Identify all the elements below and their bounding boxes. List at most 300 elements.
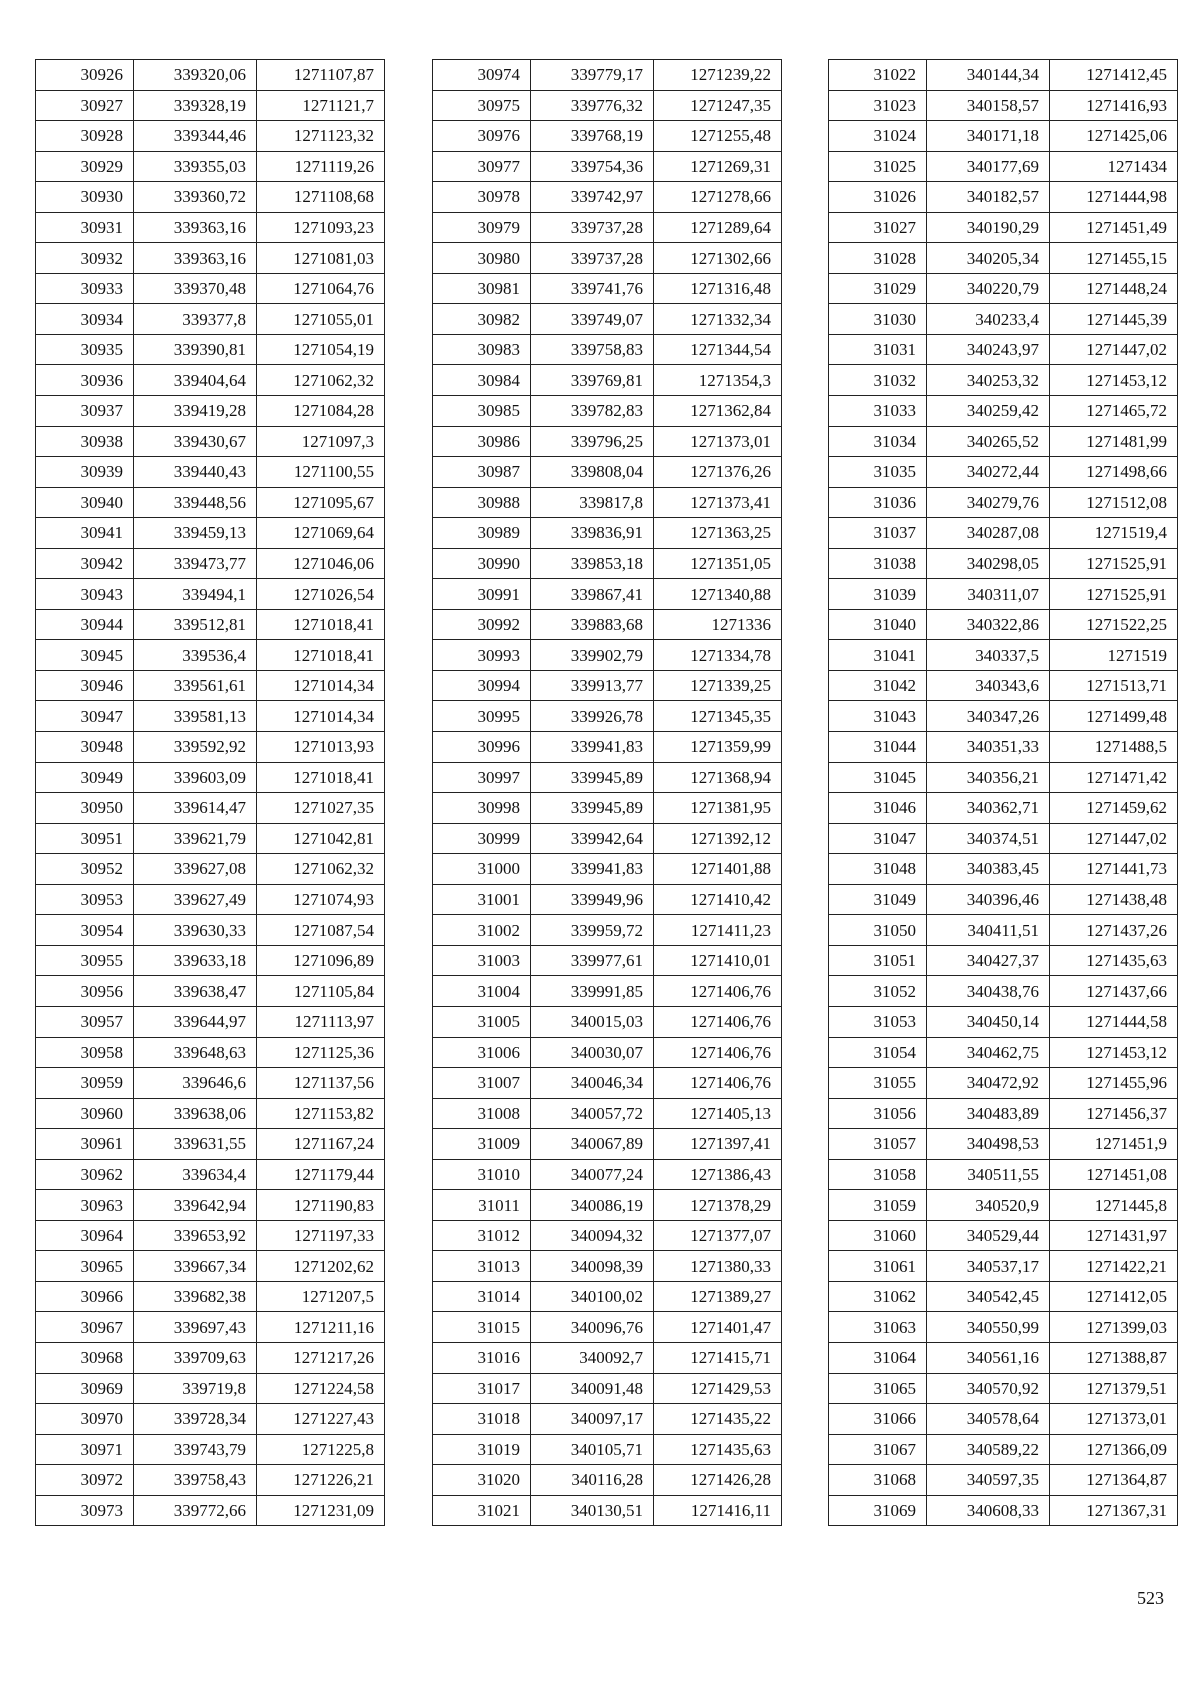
point-number-cell: 30953 [36,884,134,915]
y-coordinate-cell: 1271459,62 [1050,793,1178,824]
table-row [829,518,1178,549]
x-coordinate-cell: 339419,28 [134,396,257,427]
x-coordinate-cell: 339817,8 [531,487,654,518]
point-number-cell: 30956 [36,976,134,1007]
y-coordinate-cell: 1271202,62 [257,1251,385,1282]
y-coordinate-cell: 1271340,88 [654,579,782,610]
point-number-cell: 31064 [829,1342,927,1373]
point-number-cell: 30992 [433,609,531,640]
point-number-cell: 31012 [433,1220,531,1251]
x-coordinate-cell: 339630,33 [134,915,257,946]
point-number-cell: 30986 [433,426,531,457]
x-coordinate-cell: 340096,76 [531,1312,654,1343]
point-number-cell: 31030 [829,304,927,335]
y-coordinate-cell: 1271137,56 [257,1068,385,1099]
x-coordinate-cell: 339344,46 [134,121,257,152]
x-coordinate-cell: 339749,07 [531,304,654,335]
point-number-cell: 31002 [433,915,531,946]
table-row [829,640,1178,671]
point-number-cell: 30968 [36,1342,134,1373]
table-row [36,640,385,671]
point-number-cell: 30944 [36,609,134,640]
point-number-cell: 30970 [36,1404,134,1435]
point-number-cell: 30963 [36,1190,134,1221]
x-coordinate-cell: 339633,18 [134,945,257,976]
y-coordinate-cell: 1271401,47 [654,1312,782,1343]
x-coordinate-cell: 339627,49 [134,884,257,915]
table-row [36,670,385,701]
point-number-cell: 30952 [36,854,134,885]
y-coordinate-cell: 1271435,22 [654,1404,782,1435]
x-coordinate-cell: 340597,35 [927,1465,1050,1496]
table-row [433,518,782,549]
x-coordinate-cell: 340097,17 [531,1404,654,1435]
point-number-cell: 30969 [36,1373,134,1404]
x-coordinate-cell: 340578,64 [927,1404,1050,1435]
y-coordinate-cell: 1271377,07 [654,1220,782,1251]
point-number-cell: 30950 [36,793,134,824]
y-coordinate-cell: 1271445,39 [1050,304,1178,335]
table-row [36,1129,385,1160]
point-number-cell: 30943 [36,579,134,610]
y-coordinate-cell: 1271062,32 [257,854,385,885]
x-coordinate-cell: 340589,22 [927,1434,1050,1465]
table-row [433,90,782,121]
table-row [433,732,782,763]
table-row [433,1404,782,1435]
x-coordinate-cell: 339459,13 [134,518,257,549]
x-coordinate-cell: 339737,28 [531,212,654,243]
x-coordinate-cell: 339355,03 [134,151,257,182]
point-number-cell: 31062 [829,1281,927,1312]
y-coordinate-cell: 1271247,35 [654,90,782,121]
table-row [829,1373,1178,1404]
y-coordinate-cell: 1271519,4 [1050,518,1178,549]
y-coordinate-cell: 1271100,55 [257,457,385,488]
y-coordinate-cell: 1271123,32 [257,121,385,152]
table-row [36,793,385,824]
table-row [829,732,1178,763]
x-coordinate-cell: 339512,81 [134,609,257,640]
x-coordinate-cell: 339642,94 [134,1190,257,1221]
point-number-cell: 30990 [433,548,531,579]
y-coordinate-cell: 1271410,01 [654,945,782,976]
y-coordinate-cell: 1271027,35 [257,793,385,824]
point-number-cell: 30998 [433,793,531,824]
point-number-cell: 31001 [433,884,531,915]
point-number-cell: 30985 [433,396,531,427]
table-row [433,304,782,335]
y-coordinate-cell: 1271415,71 [654,1342,782,1373]
point-number-cell: 31000 [433,854,531,885]
table-row [829,90,1178,121]
table-row [829,579,1178,610]
table-row [829,1342,1178,1373]
table-row [829,945,1178,976]
point-number-cell: 30934 [36,304,134,335]
y-coordinate-cell: 1271410,42 [654,884,782,915]
x-coordinate-cell: 340030,07 [531,1037,654,1068]
point-number-cell: 30962 [36,1159,134,1190]
y-coordinate-cell: 1271107,87 [257,60,385,91]
x-coordinate-cell: 340144,34 [927,60,1050,91]
x-coordinate-cell: 339581,13 [134,701,257,732]
point-number-cell: 31050 [829,915,927,946]
x-coordinate-cell: 339728,34 [134,1404,257,1435]
x-coordinate-cell: 339743,79 [134,1434,257,1465]
y-coordinate-cell: 1271334,78 [654,640,782,671]
x-coordinate-cell: 339494,1 [134,579,257,610]
point-number-cell: 30936 [36,365,134,396]
point-number-cell: 31059 [829,1190,927,1221]
point-number-cell: 30951 [36,823,134,854]
x-coordinate-cell: 339370,48 [134,273,257,304]
point-number-cell: 31037 [829,518,927,549]
y-coordinate-cell: 1271448,24 [1050,273,1178,304]
y-coordinate-cell: 1271386,43 [654,1159,782,1190]
table-row [433,762,782,793]
y-coordinate-cell: 1271018,41 [257,762,385,793]
y-coordinate-cell: 1271465,72 [1050,396,1178,427]
x-coordinate-cell: 339697,43 [134,1312,257,1343]
x-coordinate-cell: 339853,18 [531,548,654,579]
point-number-cell: 30984 [433,365,531,396]
y-coordinate-cell: 1271046,06 [257,548,385,579]
y-coordinate-cell: 1271217,26 [257,1342,385,1373]
table-row [829,548,1178,579]
x-coordinate-cell: 340233,4 [927,304,1050,335]
y-coordinate-cell: 1271167,24 [257,1129,385,1160]
table-row [433,609,782,640]
x-coordinate-cell: 340015,03 [531,1006,654,1037]
point-number-cell: 31011 [433,1190,531,1221]
table-row [829,1006,1178,1037]
point-number-cell: 31046 [829,793,927,824]
y-coordinate-cell: 1271207,5 [257,1281,385,1312]
x-coordinate-cell: 340077,24 [531,1159,654,1190]
point-number-cell: 31022 [829,60,927,91]
x-coordinate-cell: 339758,83 [531,334,654,365]
x-coordinate-cell: 339646,6 [134,1068,257,1099]
point-number-cell: 30947 [36,701,134,732]
x-coordinate-cell: 340298,05 [927,548,1050,579]
point-number-cell: 31052 [829,976,927,1007]
table-row [829,151,1178,182]
point-number-cell: 30966 [36,1281,134,1312]
table-row [829,1190,1178,1221]
point-number-cell: 31024 [829,121,927,152]
table-row [829,487,1178,518]
point-number-cell: 31054 [829,1037,927,1068]
x-coordinate-cell: 339561,61 [134,670,257,701]
table-row [36,457,385,488]
table-row [829,609,1178,640]
table-row [829,273,1178,304]
x-coordinate-cell: 340105,71 [531,1434,654,1465]
table-row [433,854,782,885]
y-coordinate-cell: 1271455,96 [1050,1068,1178,1099]
y-coordinate-cell: 1271081,03 [257,243,385,274]
y-coordinate-cell: 1271447,02 [1050,334,1178,365]
y-coordinate-cell: 1271525,91 [1050,579,1178,610]
point-number-cell: 30940 [36,487,134,518]
y-coordinate-cell: 1271042,81 [257,823,385,854]
y-coordinate-cell: 1271425,06 [1050,121,1178,152]
point-number-cell: 31004 [433,976,531,1007]
point-number-cell: 30938 [36,426,134,457]
x-coordinate-cell: 340057,72 [531,1098,654,1129]
x-coordinate-cell: 339621,79 [134,823,257,854]
table-row [829,60,1178,91]
table-row [433,1190,782,1221]
point-number-cell: 30960 [36,1098,134,1129]
x-coordinate-cell: 340483,89 [927,1098,1050,1129]
table-row [829,1037,1178,1068]
y-coordinate-cell: 1271225,8 [257,1434,385,1465]
table-row [433,1251,782,1282]
point-number-cell: 30991 [433,579,531,610]
y-coordinate-cell: 1271401,88 [654,854,782,885]
coordinate-table-1 [35,59,385,1526]
x-coordinate-cell: 339631,55 [134,1129,257,1160]
point-number-cell: 31043 [829,701,927,732]
point-number-cell: 31067 [829,1434,927,1465]
x-coordinate-cell: 339682,38 [134,1281,257,1312]
x-coordinate-cell: 340046,34 [531,1068,654,1099]
table-row [36,548,385,579]
y-coordinate-cell: 1271239,22 [654,60,782,91]
table-row [433,670,782,701]
point-number-cell: 30993 [433,640,531,671]
x-coordinate-cell: 340356,21 [927,762,1050,793]
point-number-cell: 30959 [36,1068,134,1099]
point-number-cell: 31048 [829,854,927,885]
x-coordinate-cell: 340511,55 [927,1159,1050,1190]
y-coordinate-cell: 1271363,25 [654,518,782,549]
table-row [829,426,1178,457]
point-number-cell: 30979 [433,212,531,243]
point-number-cell: 31042 [829,670,927,701]
point-number-cell: 31039 [829,579,927,610]
point-number-cell: 31069 [829,1495,927,1526]
point-number-cell: 31049 [829,884,927,915]
y-coordinate-cell: 1271351,05 [654,548,782,579]
table-row [36,579,385,610]
table-row [36,1404,385,1435]
table-row [433,1281,782,1312]
table-row [433,548,782,579]
point-number-cell: 31044 [829,732,927,763]
table-row [433,121,782,152]
table-row [433,1006,782,1037]
x-coordinate-cell: 340498,53 [927,1129,1050,1160]
x-coordinate-cell: 339949,96 [531,884,654,915]
point-number-cell: 30957 [36,1006,134,1037]
y-coordinate-cell: 1271431,97 [1050,1220,1178,1251]
point-number-cell: 31035 [829,457,927,488]
point-number-cell: 30965 [36,1251,134,1282]
coordinate-table-body [36,60,385,1526]
x-coordinate-cell: 339941,83 [531,732,654,763]
table-row [36,1465,385,1496]
point-number-cell: 31061 [829,1251,927,1282]
table-row [829,1434,1178,1465]
table-row [36,762,385,793]
y-coordinate-cell: 1271013,93 [257,732,385,763]
x-coordinate-cell: 339667,34 [134,1251,257,1282]
table-row [829,396,1178,427]
y-coordinate-cell: 1271453,12 [1050,365,1178,396]
table-row [36,1342,385,1373]
x-coordinate-cell: 339627,08 [134,854,257,885]
y-coordinate-cell: 1271084,28 [257,396,385,427]
point-number-cell: 30976 [433,121,531,152]
y-coordinate-cell: 1271093,23 [257,212,385,243]
x-coordinate-cell: 339360,72 [134,182,257,213]
x-coordinate-cell: 340351,33 [927,732,1050,763]
point-number-cell: 31063 [829,1312,927,1343]
table-row [36,1037,385,1068]
point-number-cell: 31058 [829,1159,927,1190]
point-number-cell: 30935 [36,334,134,365]
point-number-cell: 31003 [433,945,531,976]
y-coordinate-cell: 1271113,97 [257,1006,385,1037]
table-row [36,1159,385,1190]
y-coordinate-cell: 1271366,09 [1050,1434,1178,1465]
table-row [36,1190,385,1221]
table-row [829,334,1178,365]
x-coordinate-cell: 340259,42 [927,396,1050,427]
y-coordinate-cell: 1271406,76 [654,1068,782,1099]
table-row [36,121,385,152]
table-row [36,426,385,457]
y-coordinate-cell: 1271455,15 [1050,243,1178,274]
table-row [829,1129,1178,1160]
table-row [433,884,782,915]
point-number-cell: 31026 [829,182,927,213]
table-row [433,182,782,213]
table-row [433,945,782,976]
table-row [36,487,385,518]
table-row [36,976,385,1007]
x-coordinate-cell: 339772,66 [134,1495,257,1526]
x-coordinate-cell: 340287,08 [927,518,1050,549]
table-row [829,1159,1178,1190]
table-row [433,212,782,243]
y-coordinate-cell: 1271426,28 [654,1465,782,1496]
table-row [829,121,1178,152]
table-row [829,915,1178,946]
x-coordinate-cell: 340086,19 [531,1190,654,1221]
x-coordinate-cell: 340537,17 [927,1251,1050,1282]
table-row [433,457,782,488]
y-coordinate-cell: 1271336 [654,609,782,640]
x-coordinate-cell: 339430,67 [134,426,257,457]
point-number-cell: 30989 [433,518,531,549]
y-coordinate-cell: 1271316,48 [654,273,782,304]
point-number-cell: 30955 [36,945,134,976]
x-coordinate-cell: 340311,07 [927,579,1050,610]
x-coordinate-cell: 339977,61 [531,945,654,976]
point-number-cell: 31068 [829,1465,927,1496]
y-coordinate-cell: 1271512,08 [1050,487,1178,518]
point-number-cell: 31029 [829,273,927,304]
x-coordinate-cell: 340472,92 [927,1068,1050,1099]
x-coordinate-cell: 339945,89 [531,762,654,793]
y-coordinate-cell: 1271018,41 [257,640,385,671]
point-number-cell: 31047 [829,823,927,854]
y-coordinate-cell: 1271354,3 [654,365,782,396]
y-coordinate-cell: 1271522,25 [1050,609,1178,640]
y-coordinate-cell: 1271074,93 [257,884,385,915]
x-coordinate-cell: 340091,48 [531,1373,654,1404]
x-coordinate-cell: 340343,6 [927,670,1050,701]
y-coordinate-cell: 1271451,08 [1050,1159,1178,1190]
point-number-cell: 31018 [433,1404,531,1435]
point-number-cell: 31015 [433,1312,531,1343]
table-row [36,1495,385,1526]
point-number-cell: 31023 [829,90,927,121]
point-number-cell: 30961 [36,1129,134,1160]
x-coordinate-cell: 339941,83 [531,854,654,885]
point-number-cell: 30930 [36,182,134,213]
table-row [829,823,1178,854]
y-coordinate-cell: 1271269,31 [654,151,782,182]
y-coordinate-cell: 1271441,73 [1050,854,1178,885]
x-coordinate-cell: 339808,04 [531,457,654,488]
y-coordinate-cell: 1271362,84 [654,396,782,427]
y-coordinate-cell: 1271451,49 [1050,212,1178,243]
x-coordinate-cell: 340272,44 [927,457,1050,488]
x-coordinate-cell: 339867,41 [531,579,654,610]
y-coordinate-cell: 1271513,71 [1050,670,1178,701]
table-row [829,854,1178,885]
point-number-cell: 31034 [829,426,927,457]
table-row [829,701,1178,732]
y-coordinate-cell: 1271381,95 [654,793,782,824]
y-coordinate-cell: 1271498,66 [1050,457,1178,488]
y-coordinate-cell: 1271153,82 [257,1098,385,1129]
y-coordinate-cell: 1271125,36 [257,1037,385,1068]
x-coordinate-cell: 339991,85 [531,976,654,1007]
y-coordinate-cell: 1271389,27 [654,1281,782,1312]
table-row [36,884,385,915]
point-number-cell: 31014 [433,1281,531,1312]
point-number-cell: 30996 [433,732,531,763]
x-coordinate-cell: 340520,9 [927,1190,1050,1221]
y-coordinate-cell: 1271438,48 [1050,884,1178,915]
point-number-cell: 31005 [433,1006,531,1037]
table-row [433,1434,782,1465]
point-number-cell: 30942 [36,548,134,579]
y-coordinate-cell: 1271412,05 [1050,1281,1178,1312]
table-row [829,1312,1178,1343]
point-number-cell: 30983 [433,334,531,365]
point-number-cell: 30937 [36,396,134,427]
table-row [829,884,1178,915]
point-number-cell: 31057 [829,1129,927,1160]
x-coordinate-cell: 340130,51 [531,1495,654,1526]
table-row [433,1342,782,1373]
point-number-cell: 30967 [36,1312,134,1343]
y-coordinate-cell: 1271499,48 [1050,701,1178,732]
table-row [829,670,1178,701]
table-row [433,1465,782,1496]
table-row [433,1129,782,1160]
x-coordinate-cell: 340561,16 [927,1342,1050,1373]
y-coordinate-cell: 1271231,09 [257,1495,385,1526]
table-row [36,1251,385,1282]
